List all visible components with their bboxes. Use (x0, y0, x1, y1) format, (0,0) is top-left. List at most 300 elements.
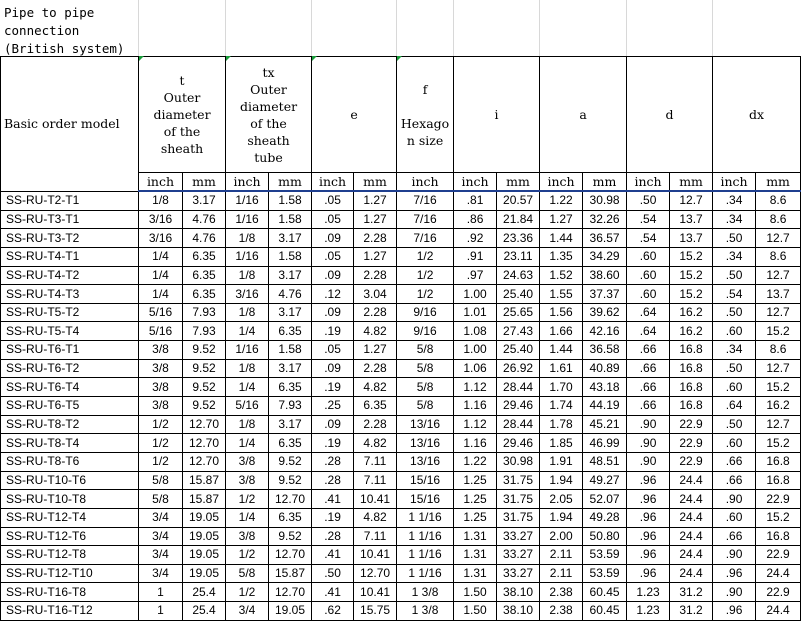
value-cell[interactable]: 3.17 (183, 191, 226, 210)
model-cell[interactable]: SS-RU-T8-T6 (1, 452, 139, 471)
value-cell[interactable]: 1/16 (226, 247, 269, 266)
value-cell[interactable]: 22.9 (670, 434, 713, 453)
model-cell[interactable]: SS-RU-T12-T6 (1, 527, 139, 546)
header-tx[interactable] (226, 57, 312, 173)
value-cell[interactable]: 15.2 (756, 378, 801, 397)
value-cell[interactable]: 1.25 (454, 490, 497, 509)
value-cell[interactable]: 1/8 (226, 266, 269, 285)
value-cell[interactable]: .09 (312, 266, 354, 285)
value-cell[interactable]: .60 (713, 434, 756, 453)
model-cell[interactable]: SS-RU-T8-T2 (1, 415, 139, 434)
value-cell[interactable]: 3/8 (139, 378, 183, 397)
value-cell[interactable]: 1/8 (226, 303, 269, 322)
value-cell[interactable]: .09 (312, 359, 354, 378)
value-cell[interactable]: .41 (312, 546, 354, 565)
value-cell[interactable]: .19 (312, 508, 354, 527)
value-cell[interactable]: 9.52 (183, 359, 226, 378)
value-cell[interactable]: 5/8 (139, 471, 183, 490)
value-cell[interactable]: 31.75 (497, 490, 540, 509)
unit-header[interactable]: mm (269, 173, 312, 192)
value-cell[interactable]: 3/8 (139, 397, 183, 416)
value-cell[interactable]: .41 (312, 490, 354, 509)
value-cell[interactable]: 5/16 (139, 322, 183, 341)
value-cell[interactable]: .60 (627, 247, 670, 266)
value-cell[interactable]: 3.04 (354, 285, 397, 304)
value-cell[interactable]: .96 (627, 564, 670, 583)
value-cell[interactable]: 36.57 (583, 229, 627, 248)
model-cell[interactable]: SS-RU-T4-T1 (1, 247, 139, 266)
value-cell[interactable]: 1/2 (139, 434, 183, 453)
value-cell[interactable]: .90 (627, 415, 670, 434)
value-cell[interactable]: 10.41 (354, 490, 397, 509)
value-cell[interactable]: 24.63 (497, 266, 540, 285)
value-cell[interactable]: 8.6 (756, 247, 801, 266)
value-cell[interactable]: 9.52 (183, 341, 226, 360)
value-cell[interactable]: 7.11 (354, 452, 397, 471)
value-cell[interactable]: 7.93 (269, 397, 312, 416)
model-cell[interactable]: SS-RU-T5-T4 (1, 322, 139, 341)
value-cell[interactable]: .60 (713, 322, 756, 341)
header-a[interactable]: a (540, 57, 627, 173)
value-cell[interactable]: 19.05 (269, 602, 312, 621)
value-cell[interactable]: 1.58 (269, 210, 312, 229)
value-cell[interactable]: 42.16 (583, 322, 627, 341)
value-cell[interactable]: 2.28 (354, 415, 397, 434)
value-cell[interactable]: .96 (713, 564, 756, 583)
value-cell[interactable]: 7/16 (397, 210, 454, 229)
value-cell[interactable]: .19 (312, 434, 354, 453)
value-cell[interactable]: 33.27 (497, 564, 540, 583)
value-cell[interactable]: 15.2 (670, 266, 713, 285)
value-cell[interactable]: 8.6 (756, 210, 801, 229)
value-cell[interactable]: .64 (627, 303, 670, 322)
value-cell[interactable]: 16.8 (670, 341, 713, 360)
value-cell[interactable]: 19.05 (183, 508, 226, 527)
value-cell[interactable]: 1 (139, 583, 183, 602)
value-cell[interactable]: .09 (312, 415, 354, 434)
value-cell[interactable]: 1.01 (454, 303, 497, 322)
value-cell[interactable]: 16.2 (670, 322, 713, 341)
value-cell[interactable]: .54 (627, 210, 670, 229)
value-cell[interactable]: 1.27 (354, 247, 397, 266)
value-cell[interactable]: .54 (627, 229, 670, 248)
value-cell[interactable]: 22.9 (670, 452, 713, 471)
value-cell[interactable]: 16.2 (756, 397, 801, 416)
value-cell[interactable]: 9/16 (397, 322, 454, 341)
value-cell[interactable]: 12.7 (670, 191, 713, 210)
value-cell[interactable]: 1.27 (354, 210, 397, 229)
model-cell[interactable]: SS-RU-T3-T1 (1, 210, 139, 229)
value-cell[interactable]: .92 (454, 229, 497, 248)
value-cell[interactable]: 1/8 (226, 229, 269, 248)
value-cell[interactable]: 23.36 (497, 229, 540, 248)
value-cell[interactable]: 5/8 (139, 490, 183, 509)
value-cell[interactable]: 9/16 (397, 303, 454, 322)
value-cell[interactable]: 1.50 (454, 583, 497, 602)
value-cell[interactable]: 1.31 (454, 527, 497, 546)
value-cell[interactable]: 22.9 (670, 415, 713, 434)
value-cell[interactable]: 40.89 (583, 359, 627, 378)
header-e[interactable]: e (312, 57, 397, 173)
value-cell[interactable]: 32.26 (583, 210, 627, 229)
value-cell[interactable]: .90 (627, 452, 670, 471)
value-cell[interactable]: 1.27 (540, 210, 583, 229)
value-cell[interactable]: .50 (713, 303, 756, 322)
value-cell[interactable]: 19.05 (183, 546, 226, 565)
value-cell[interactable]: .50 (713, 415, 756, 434)
value-cell[interactable]: 15.75 (354, 602, 397, 621)
value-cell[interactable]: .62 (312, 602, 354, 621)
value-cell[interactable]: 16.8 (756, 527, 801, 546)
value-cell[interactable]: 9.52 (269, 527, 312, 546)
value-cell[interactable]: 60.45 (583, 583, 627, 602)
value-cell[interactable]: 3/4 (139, 527, 183, 546)
value-cell[interactable]: 12.7 (756, 303, 801, 322)
value-cell[interactable]: 1.31 (454, 564, 497, 583)
value-cell[interactable]: 15/16 (397, 471, 454, 490)
header-f[interactable] (397, 57, 454, 173)
value-cell[interactable]: .90 (713, 546, 756, 565)
value-cell[interactable]: 38.10 (497, 602, 540, 621)
value-cell[interactable]: 36.58 (583, 341, 627, 360)
value-cell[interactable]: 4.76 (183, 229, 226, 248)
unit-header[interactable]: inch (627, 173, 670, 192)
value-cell[interactable]: 25.40 (497, 341, 540, 360)
value-cell[interactable]: 1.94 (540, 508, 583, 527)
value-cell[interactable]: 1 3/8 (397, 583, 454, 602)
value-cell[interactable]: .34 (713, 191, 756, 210)
value-cell[interactable]: .19 (312, 322, 354, 341)
value-cell[interactable]: 1.70 (540, 378, 583, 397)
value-cell[interactable]: 1/2 (226, 490, 269, 509)
value-cell[interactable]: 1.58 (269, 341, 312, 360)
value-cell[interactable]: 22.9 (756, 583, 801, 602)
value-cell[interactable]: 31.75 (497, 508, 540, 527)
value-cell[interactable]: 24.4 (756, 602, 801, 621)
value-cell[interactable]: 2.05 (540, 490, 583, 509)
value-cell[interactable]: 2.38 (540, 602, 583, 621)
value-cell[interactable]: .60 (713, 378, 756, 397)
value-cell[interactable]: 6.35 (269, 378, 312, 397)
unit-header[interactable]: mm (183, 173, 226, 192)
header-i[interactable]: i (454, 57, 540, 173)
value-cell[interactable]: 37.37 (583, 285, 627, 304)
header-t[interactable] (139, 57, 226, 173)
value-cell[interactable]: 7.11 (354, 471, 397, 490)
value-cell[interactable]: 2.38 (540, 583, 583, 602)
value-cell[interactable]: 6.35 (269, 434, 312, 453)
value-cell[interactable]: 16.8 (670, 378, 713, 397)
value-cell[interactable]: 1.56 (540, 303, 583, 322)
model-cell[interactable]: SS-RU-T6-T5 (1, 397, 139, 416)
unit-header[interactable]: mm (354, 173, 397, 192)
value-cell[interactable]: 13/16 (397, 415, 454, 434)
value-cell[interactable]: .09 (312, 229, 354, 248)
header-d[interactable]: d (627, 57, 713, 173)
value-cell[interactable]: 3.17 (269, 415, 312, 434)
value-cell[interactable]: 3/8 (226, 471, 269, 490)
value-cell[interactable]: 6.35 (183, 285, 226, 304)
unit-header[interactable]: inch (540, 173, 583, 192)
value-cell[interactable]: 8.6 (756, 341, 801, 360)
value-cell[interactable]: 3/4 (139, 546, 183, 565)
value-cell[interactable]: 3.17 (269, 266, 312, 285)
value-cell[interactable]: 34.29 (583, 247, 627, 266)
model-cell[interactable]: SS-RU-T4-T2 (1, 266, 139, 285)
value-cell[interactable]: 1/2 (139, 415, 183, 434)
value-cell[interactable]: 4.82 (354, 378, 397, 397)
value-cell[interactable]: 2.28 (354, 359, 397, 378)
value-cell[interactable]: 1/2 (397, 266, 454, 285)
value-cell[interactable]: 24.4 (670, 490, 713, 509)
header-dx[interactable]: dx (713, 57, 801, 173)
value-cell[interactable]: 5/8 (397, 378, 454, 397)
value-cell[interactable]: .96 (627, 490, 670, 509)
value-cell[interactable]: 29.46 (497, 397, 540, 416)
value-cell[interactable]: 33.27 (497, 527, 540, 546)
value-cell[interactable]: 26.92 (497, 359, 540, 378)
value-cell[interactable]: 1/16 (226, 210, 269, 229)
value-cell[interactable]: 1.25 (454, 471, 497, 490)
value-cell[interactable]: 2.11 (540, 546, 583, 565)
value-cell[interactable]: 1.61 (540, 359, 583, 378)
model-cell[interactable]: SS-RU-T12-T8 (1, 546, 139, 565)
value-cell[interactable]: .91 (454, 247, 497, 266)
value-cell[interactable]: 1.25 (454, 508, 497, 527)
value-cell[interactable]: 49.27 (583, 471, 627, 490)
value-cell[interactable]: 12.7 (756, 359, 801, 378)
value-cell[interactable]: 12.7 (756, 415, 801, 434)
value-cell[interactable]: 12.70 (354, 564, 397, 583)
value-cell[interactable]: 3/4 (139, 508, 183, 527)
value-cell[interactable]: 3.17 (269, 359, 312, 378)
value-cell[interactable]: 46.99 (583, 434, 627, 453)
value-cell[interactable]: 12.70 (183, 452, 226, 471)
value-cell[interactable]: 1.58 (269, 247, 312, 266)
value-cell[interactable]: 3/8 (226, 527, 269, 546)
unit-header[interactable]: mm (497, 173, 540, 192)
value-cell[interactable]: 15.2 (670, 285, 713, 304)
value-cell[interactable]: 5/16 (226, 397, 269, 416)
value-cell[interactable]: 1.23 (627, 583, 670, 602)
value-cell[interactable]: 1.12 (454, 415, 497, 434)
value-cell[interactable]: .66 (627, 397, 670, 416)
unit-header[interactable]: inch (713, 173, 756, 192)
value-cell[interactable]: .05 (312, 191, 354, 210)
value-cell[interactable]: 33.27 (497, 546, 540, 565)
value-cell[interactable]: 30.98 (583, 191, 627, 210)
value-cell[interactable]: 24.4 (756, 564, 801, 583)
value-cell[interactable]: .96 (627, 471, 670, 490)
value-cell[interactable]: 23.11 (497, 247, 540, 266)
value-cell[interactable]: 1.91 (540, 452, 583, 471)
value-cell[interactable]: 2.00 (540, 527, 583, 546)
value-cell[interactable]: 20.57 (497, 191, 540, 210)
value-cell[interactable]: 21.84 (497, 210, 540, 229)
model-cell[interactable]: SS-RU-T3-T2 (1, 229, 139, 248)
value-cell[interactable]: .50 (713, 359, 756, 378)
value-cell[interactable]: .28 (312, 452, 354, 471)
value-cell[interactable]: 1/4 (226, 434, 269, 453)
value-cell[interactable]: 45.21 (583, 415, 627, 434)
value-cell[interactable]: 9.52 (183, 378, 226, 397)
value-cell[interactable]: 6.35 (354, 397, 397, 416)
value-cell[interactable]: 4.82 (354, 434, 397, 453)
value-cell[interactable]: 25.65 (497, 303, 540, 322)
value-cell[interactable]: 25.4 (183, 583, 226, 602)
value-cell[interactable]: .90 (627, 434, 670, 453)
value-cell[interactable]: 1.00 (454, 341, 497, 360)
value-cell[interactable]: 4.76 (183, 210, 226, 229)
value-cell[interactable]: 7.93 (183, 322, 226, 341)
value-cell[interactable]: 1.22 (540, 191, 583, 210)
value-cell[interactable]: 25.40 (497, 285, 540, 304)
value-cell[interactable]: 1.58 (269, 191, 312, 210)
value-cell[interactable]: 31.75 (497, 471, 540, 490)
value-cell[interactable]: 1 1/16 (397, 527, 454, 546)
table-title[interactable] (0, 0, 138, 56)
model-cell[interactable]: SS-RU-T6-T2 (1, 359, 139, 378)
value-cell[interactable]: .90 (713, 583, 756, 602)
value-cell[interactable]: .96 (627, 527, 670, 546)
value-cell[interactable]: 10.41 (354, 583, 397, 602)
value-cell[interactable]: 1/2 (397, 247, 454, 266)
value-cell[interactable]: 24.4 (670, 546, 713, 565)
value-cell[interactable]: .19 (312, 378, 354, 397)
model-cell[interactable]: SS-RU-T10-T8 (1, 490, 139, 509)
value-cell[interactable]: .12 (312, 285, 354, 304)
value-cell[interactable]: .90 (713, 490, 756, 509)
value-cell[interactable]: .50 (713, 266, 756, 285)
value-cell[interactable]: 1/4 (226, 378, 269, 397)
value-cell[interactable]: 3/16 (139, 210, 183, 229)
unit-header[interactable]: inch (139, 173, 183, 192)
value-cell[interactable]: 12.70 (183, 415, 226, 434)
value-cell[interactable]: .60 (713, 508, 756, 527)
value-cell[interactable]: .50 (627, 191, 670, 210)
value-cell[interactable]: 7/16 (397, 191, 454, 210)
value-cell[interactable]: 1/4 (226, 508, 269, 527)
value-cell[interactable]: 1/8 (139, 191, 183, 210)
value-cell[interactable]: 1.00 (454, 285, 497, 304)
value-cell[interactable]: 5/8 (397, 341, 454, 360)
value-cell[interactable]: 13/16 (397, 452, 454, 471)
value-cell[interactable]: 5/8 (397, 359, 454, 378)
model-cell[interactable]: SS-RU-T10-T6 (1, 471, 139, 490)
value-cell[interactable]: .64 (627, 322, 670, 341)
unit-header[interactable]: inch (226, 173, 269, 192)
value-cell[interactable]: .54 (713, 285, 756, 304)
value-cell[interactable]: 15.2 (756, 434, 801, 453)
value-cell[interactable]: .81 (454, 191, 497, 210)
value-cell[interactable]: 12.7 (756, 229, 801, 248)
value-cell[interactable]: 38.60 (583, 266, 627, 285)
value-cell[interactable]: 16.8 (756, 452, 801, 471)
value-cell[interactable]: 9.52 (269, 452, 312, 471)
value-cell[interactable]: 1/4 (226, 322, 269, 341)
value-cell[interactable]: 12.70 (269, 490, 312, 509)
value-cell[interactable]: 15.87 (183, 471, 226, 490)
value-cell[interactable]: 1.27 (354, 341, 397, 360)
value-cell[interactable]: 2.28 (354, 266, 397, 285)
value-cell[interactable]: .41 (312, 583, 354, 602)
value-cell[interactable]: 4.82 (354, 508, 397, 527)
value-cell[interactable]: 1.31 (454, 546, 497, 565)
value-cell[interactable]: 52.07 (583, 490, 627, 509)
value-cell[interactable]: .96 (713, 602, 756, 621)
value-cell[interactable]: 19.05 (183, 527, 226, 546)
value-cell[interactable]: 13.7 (756, 285, 801, 304)
value-cell[interactable]: .66 (713, 527, 756, 546)
value-cell[interactable]: 7/16 (397, 229, 454, 248)
value-cell[interactable]: 3/8 (139, 359, 183, 378)
value-cell[interactable]: 6.35 (269, 322, 312, 341)
model-cell[interactable]: SS-RU-T8-T4 (1, 434, 139, 453)
value-cell[interactable]: 1.08 (454, 322, 497, 341)
value-cell[interactable]: 6.35 (269, 508, 312, 527)
value-cell[interactable]: .34 (713, 341, 756, 360)
value-cell[interactable]: 8.6 (756, 191, 801, 210)
model-cell[interactable]: SS-RU-T16-T8 (1, 583, 139, 602)
value-cell[interactable]: 15.2 (670, 247, 713, 266)
model-cell[interactable]: SS-RU-T16-T12 (1, 602, 139, 621)
value-cell[interactable]: 1/4 (139, 285, 183, 304)
value-cell[interactable]: 1.85 (540, 434, 583, 453)
model-cell[interactable]: SS-RU-T12-T4 (1, 508, 139, 527)
value-cell[interactable]: 2.11 (540, 564, 583, 583)
value-cell[interactable]: 24.4 (670, 527, 713, 546)
value-cell[interactable]: 4.76 (269, 285, 312, 304)
value-cell[interactable]: 31.2 (670, 602, 713, 621)
value-cell[interactable]: .25 (312, 397, 354, 416)
value-cell[interactable]: 12.70 (269, 546, 312, 565)
value-cell[interactable]: 1/4 (139, 247, 183, 266)
value-cell[interactable]: 2.28 (354, 229, 397, 248)
model-cell[interactable]: SS-RU-T6-T1 (1, 341, 139, 360)
value-cell[interactable]: .05 (312, 210, 354, 229)
value-cell[interactable]: 12.7 (756, 266, 801, 285)
model-cell[interactable]: SS-RU-T6-T4 (1, 378, 139, 397)
value-cell[interactable]: 5/8 (226, 564, 269, 583)
model-cell[interactable]: SS-RU-T5-T2 (1, 303, 139, 322)
value-cell[interactable]: 43.18 (583, 378, 627, 397)
value-cell[interactable]: .50 (713, 229, 756, 248)
value-cell[interactable]: 1.44 (540, 341, 583, 360)
value-cell[interactable]: 1/16 (226, 191, 269, 210)
value-cell[interactable]: .66 (627, 359, 670, 378)
value-cell[interactable]: .34 (713, 210, 756, 229)
value-cell[interactable]: 13.7 (670, 229, 713, 248)
value-cell[interactable]: 16.8 (670, 359, 713, 378)
value-cell[interactable]: .05 (312, 341, 354, 360)
value-cell[interactable]: .96 (627, 508, 670, 527)
value-cell[interactable]: .66 (713, 471, 756, 490)
value-cell[interactable]: 16.8 (756, 471, 801, 490)
value-cell[interactable]: .66 (713, 452, 756, 471)
value-cell[interactable]: 1.66 (540, 322, 583, 341)
value-cell[interactable]: .96 (627, 546, 670, 565)
value-cell[interactable]: 1/4 (139, 266, 183, 285)
model-cell[interactable]: SS-RU-T2-T1 (1, 191, 139, 210)
value-cell[interactable]: .97 (454, 266, 497, 285)
value-cell[interactable]: 3/8 (226, 452, 269, 471)
value-cell[interactable]: 53.59 (583, 564, 627, 583)
value-cell[interactable]: 1.16 (454, 434, 497, 453)
value-cell[interactable]: 24.4 (670, 508, 713, 527)
value-cell[interactable]: 19.05 (183, 564, 226, 583)
value-cell[interactable]: 1 1/16 (397, 546, 454, 565)
value-cell[interactable]: 1.16 (454, 397, 497, 416)
